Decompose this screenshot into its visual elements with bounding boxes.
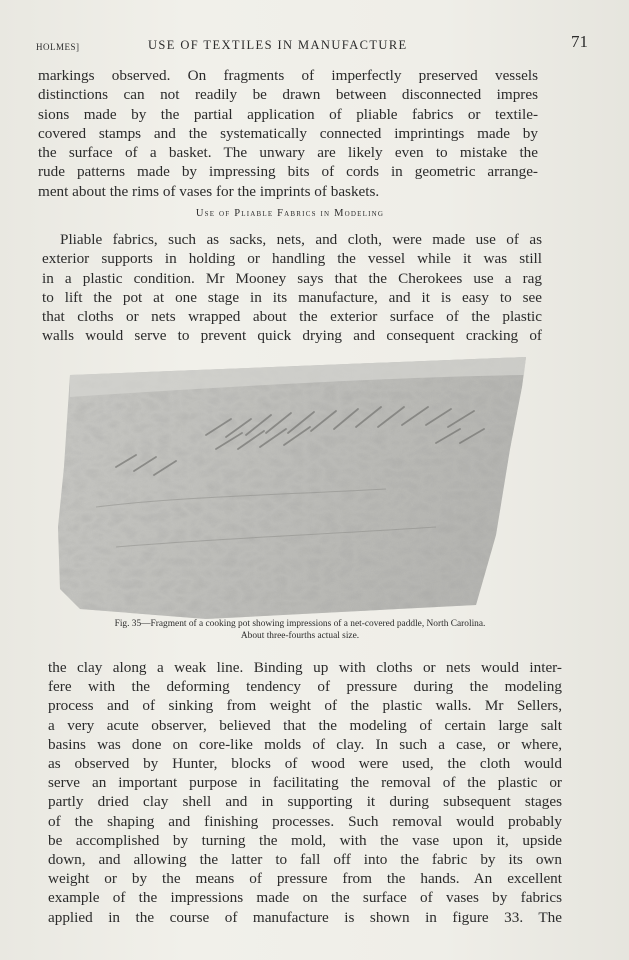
paragraph-3 [48, 658, 562, 927]
caption-line-2: About three-fourths actual size. [240, 631, 360, 641]
paragraph-2 [42, 230, 542, 346]
figure-caption [54, 618, 546, 642]
text-line: exterior supports in holding or handling the vessel while it was still [42, 250, 542, 268]
text-line: Pliable fabrics, such as sacks, nets, and cloth, were made use of as [60, 231, 542, 248]
text-line: fere with the deforming tendency of pressure during the modeling [48, 678, 562, 696]
text-line: basins was done on core-like molds of clay. In such a case, or where, [48, 735, 562, 753]
text-line: of the shaping and finishing processes. Such removal would probably [48, 812, 562, 830]
text-line: the surface of a basket. The unwary are likely even to mistake the [38, 144, 538, 162]
text-line: walls would serve to prevent quick drying and consequent cracking of [42, 327, 542, 345]
page-number: 71 [571, 32, 588, 51]
section-heading: Use of Pliable Fabrics in Modeling [195, 208, 385, 219]
text-line: down, and allowing the latter to fall off into the fabric by its own [48, 851, 562, 869]
paragraph-1 [38, 66, 538, 201]
text-line: sions made by the partial application of pliable fabrics or textile- [38, 105, 538, 123]
text-line: covered stamps and the systematically connected imprintings made by [38, 124, 538, 142]
text-line: ment about the rims of vases for the imprints of baskets. [38, 182, 380, 200]
running-head-author: HOLMES] [36, 42, 80, 52]
text-line: the clay along a weak line. Binding up with cloths or nets would inter- [48, 659, 562, 676]
running-head-title: USE OF TEXTILES IN MANUFACTURE [148, 38, 408, 52]
text-line: serve an important purpose in facilitating the removal of the plastic or [48, 774, 562, 792]
pottery-fragment-image [56, 357, 532, 625]
text-line: in a plastic condition. Mr Mooney says that the Cherokees use a rag [42, 269, 542, 287]
running-head [36, 34, 596, 56]
text-line: that cloths or nets wrapped about the exterior surface of the plastic [42, 308, 542, 326]
text-line: weight or by the means of pressure from the hands. An excellent [48, 870, 562, 888]
pottery-fragment-figure [56, 357, 532, 625]
text-line: to lift the pot at one stage in its manufacture, and it is easy to see [42, 288, 542, 306]
text-line: distinctions can not readily be drawn between disconnected impres [38, 86, 538, 104]
text-line: rude patterns made by impressing bits of cords in geometric arrange- [38, 163, 538, 181]
text-line: a very acute observer, believed that the modeling of certain large salt [48, 716, 562, 734]
text-line: example of the impressions made on the surface of vases by fabrics [48, 889, 562, 907]
text-line: as observed by Hunter, blocks of wood were used, the cloth would [48, 755, 562, 773]
caption-line-1: Fig. 35—Fragment of a cooking pot showing impressions of a net-covered paddle, North Carolina. [114, 619, 486, 629]
text-line: partly dried clay shell and in supporting it during subsequent stages [48, 793, 562, 811]
text-line: be accomplished by turning the mold, with the vase upon it, upside [48, 831, 562, 849]
text-line: process and of sinking from weight of the plastic walls. Mr Sellers, [48, 697, 562, 715]
text-line: markings observed. On fragments of imperfectly preserved vessels [38, 67, 538, 84]
text-line: applied in the course of manufacture is shown in figure 33. The [48, 908, 562, 926]
